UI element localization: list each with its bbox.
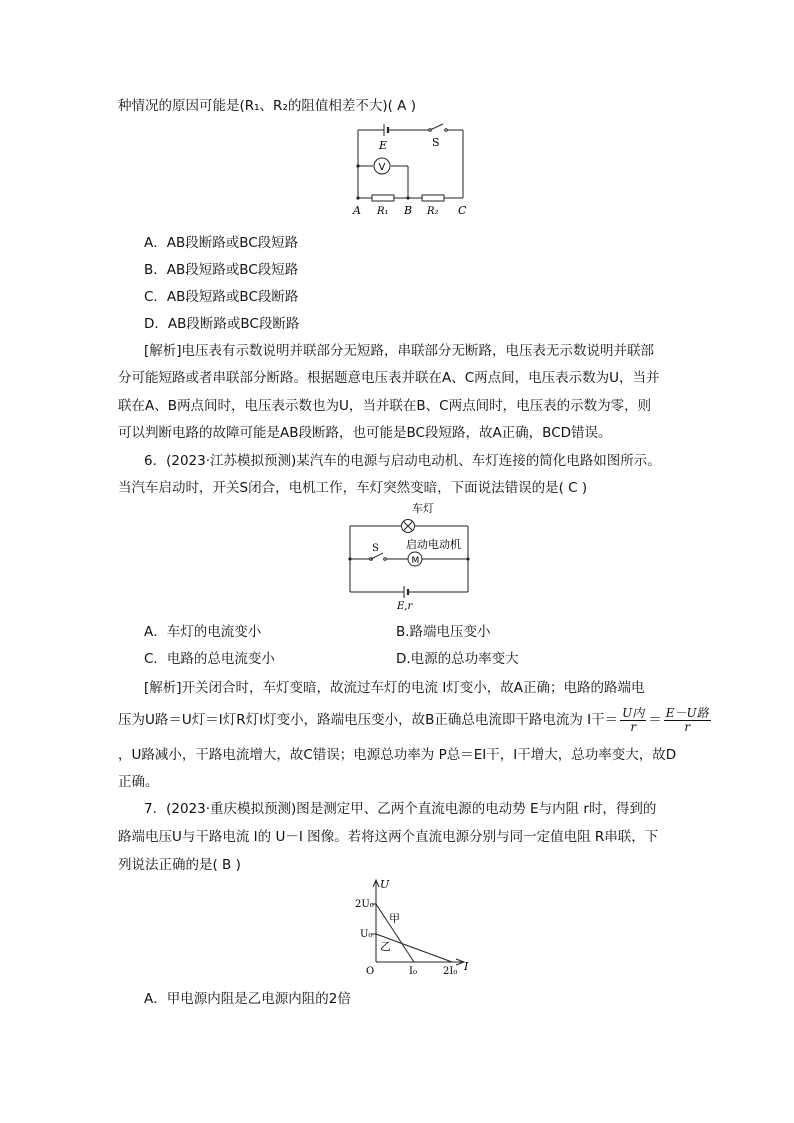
- q6-option-a: A．车灯的电流变小: [144, 624, 262, 640]
- q6-stem-line-1: 6．(2023·江苏模拟预测)某汽车的电源与启动电动机、车灯连接的简化电路如图所示。: [144, 453, 661, 469]
- q6-option-d: D.电源的总功率变大: [396, 651, 519, 667]
- u-i-graph: [354, 876, 474, 976]
- q5-analysis-line-4: 可以判断电路的故障可能是AB段断路，也可能是BC段短路，故A正确，BCD错误。: [118, 425, 612, 441]
- q5-option-b: B．AB段短路或BC段短路: [144, 262, 299, 278]
- q7-stem-line-1: 7．(2023·重庆模拟预测)图是测定甲、乙两个直流电源的电动势 E与内阻 r时，得到的: [144, 801, 657, 817]
- fraction-2-denominator: r: [684, 719, 691, 734]
- label-r2: R₂: [427, 206, 439, 217]
- q6-option-b: B.路端电压变小: [396, 624, 491, 640]
- fraction-2-numerator: E－U路: [665, 705, 709, 720]
- i-axis-label: I: [464, 960, 469, 973]
- label-c: C: [458, 204, 467, 217]
- q5-stem-tail: 种情况的原因可能是(R₁、R₂的阻值相差不大)( A ): [118, 98, 416, 114]
- switch-lever: [430, 124, 443, 130]
- q5-analysis-line-3: 联在A、B两点间时，电压表示数也为U，当并联在B、C两点间时，电压表的示数为零，则: [118, 398, 652, 414]
- tick-label-2u0: 2U₀: [355, 899, 374, 910]
- tick-label-u0: U₀: [360, 929, 373, 940]
- tick-label-2i0: 2I₀: [443, 966, 458, 976]
- label-s: S: [432, 136, 440, 149]
- series-label-yi: 乙: [380, 940, 391, 953]
- q6-analysis-line-3: ，U路减小，干路电流增大，故C错误；电源总功率为 P总＝EI干，I干增大，总功率变大，故D: [118, 747, 677, 763]
- resistor-r1: [372, 195, 394, 201]
- label-e: E: [379, 139, 388, 152]
- voltmeter-label: V: [378, 162, 386, 173]
- origin-label: O: [366, 966, 375, 976]
- label-b: B: [404, 204, 413, 217]
- series-label-jia: 甲: [389, 912, 400, 925]
- q7-option-a: A．甲电源内阻是乙电源内阻的2倍: [144, 991, 351, 1007]
- q7-stem-line-2: 路端电压U与干路电流 I的 U－I 图像。若将这两个直流电源分别与同一定值电阻 R串联，下: [118, 829, 659, 845]
- motor-label: 启动电动机: [406, 538, 461, 551]
- q5-option-c: C．AB段短路或BC段断路: [144, 289, 299, 305]
- tick-label-i0: I₀: [409, 966, 417, 976]
- circuit-figure-car: [340, 500, 480, 612]
- fraction-1-numerator: U内: [622, 705, 645, 720]
- q5-analysis-line-1: [解析]电压表有示数说明并联部分无短路，串联部分无断路，电压表无示数说明并联部: [144, 343, 655, 359]
- circuit-figure-voltmeter: [350, 118, 480, 222]
- q5-analysis-line-2: 分可能短路或者串联部分断路。根据题意电压表并联在A、C两点间，电压表示数为U，当并: [118, 370, 660, 386]
- u-axis-label: U: [380, 878, 390, 891]
- q6-stem-line-2: 当汽车启动时，开关S闭合，电机工作，车灯突然变暗，下面说法错误的是( C ): [118, 480, 588, 496]
- q6-option-c: C．电路的总电流变小: [144, 651, 275, 667]
- q6-analysis-line-4: 正确。: [118, 774, 159, 790]
- lamp-label: 车灯: [412, 502, 434, 515]
- q6-analysis-line-1: [解析]开关闭合时，车灯变暗，故流过车灯的电流 I灯变小，故A正确；电路的路端电: [144, 680, 645, 696]
- equals-sign: ＝: [648, 712, 662, 728]
- q5-option-a: A．AB段断路或BC段短路: [144, 235, 299, 251]
- q7-stem-line-3: 列说法正确的是( B ): [118, 857, 241, 873]
- q6-analysis-line-2: [118, 703, 713, 737]
- label-a: A: [353, 204, 361, 217]
- fraction-1-denominator: r: [630, 719, 637, 734]
- q5-option-d: D．AB段断路或BC段断路: [144, 316, 300, 332]
- motor-symbol-label: M: [411, 556, 420, 566]
- switch-label: S: [372, 543, 379, 554]
- resistor-r2: [422, 195, 444, 201]
- label-r1: R₁: [377, 206, 389, 217]
- fraction-u-inner-over-r: [620, 707, 646, 734]
- fraction-e-minus-u-over-r: [664, 707, 711, 734]
- q6-analysis-line-2-text: 压为U路＝U灯＝I灯R灯I灯变小，路端电压变小，故B正确总电流即干路电流为 I干＝: [118, 712, 619, 728]
- battery-label: E,r: [397, 601, 413, 612]
